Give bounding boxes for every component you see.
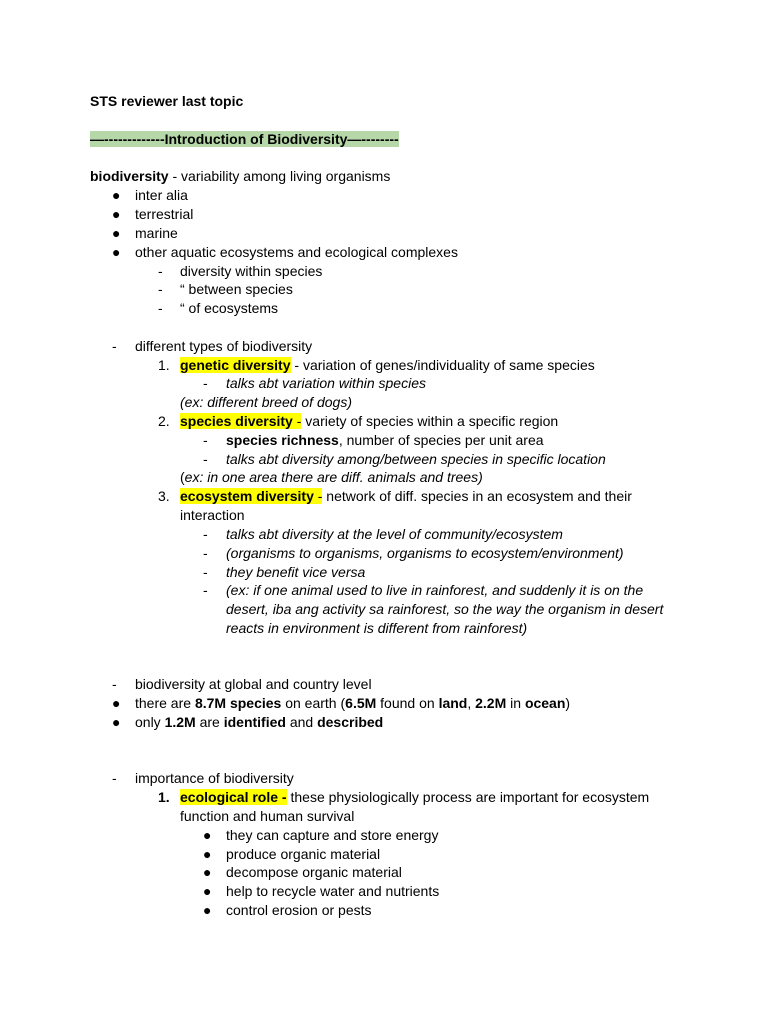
bullet-marker: ●: [203, 902, 212, 918]
sub-list-item: “ between species: [180, 281, 293, 297]
bullet-marker: ●: [112, 225, 121, 241]
dash-marker: -: [112, 676, 117, 692]
list-item: inter alia: [135, 187, 188, 203]
bullet-marker: ●: [203, 883, 212, 899]
type-note: (ex: if one animal used to live in rainforest, and suddenly it is on the: [226, 582, 644, 598]
importance-sub-item: control erosion or pests: [226, 902, 372, 918]
bullet-marker: ●: [203, 827, 212, 843]
importance-sub-item: decompose organic material: [226, 864, 402, 880]
dash-marker: -: [158, 281, 163, 297]
dash-marker: -: [203, 432, 208, 448]
type-example: (ex: in one area there are diff. animals and trees): [180, 469, 483, 485]
definition-line: [90, 167, 390, 185]
type-note-continuation: reacts in environment is different from rainforest): [226, 620, 528, 636]
bullet-marker: ●: [112, 187, 121, 203]
definition-text: - variability among living organisms: [168, 168, 391, 184]
number-marker: 1.: [158, 789, 170, 805]
number-marker: 1.: [158, 357, 170, 373]
type-note: species richness, number of species per unit area: [226, 432, 544, 448]
types-heading: different types of biodiversity: [135, 338, 313, 354]
bullet-marker: ●: [203, 846, 212, 862]
type-note: talks abt diversity among/between species in specific location: [226, 451, 606, 467]
type-item-species: species diversity - variety of species within a specific region: [180, 413, 559, 429]
dash-marker: -: [158, 263, 163, 279]
dash-marker: -: [112, 338, 117, 354]
number-marker: 2.: [158, 413, 170, 429]
dash-marker: -: [203, 582, 208, 598]
global-fact-species: there are 8.7M species on earth (6.5M found on land, 2.2M in ocean): [135, 695, 571, 711]
section-heading: —-------------Introduction of Biodiversity—--------: [90, 131, 399, 147]
type-note: talks abt diversity at the level of community/ecosystem: [226, 526, 563, 542]
importance-item-ecological: ecological role - these physiologically process are important for ecosystem: [180, 789, 650, 805]
dash-marker: -: [112, 770, 117, 786]
number-marker: 3.: [158, 488, 170, 504]
definition-term: biodiversity: [90, 168, 169, 184]
type-item-ecosystem: ecosystem diversity - network of diff. species in an ecosystem and their: [180, 488, 632, 504]
list-item: terrestrial: [135, 206, 194, 222]
importance-sub-item: produce organic material: [226, 846, 381, 862]
type-note-continuation: desert, iba ang activity sa rainforest, so the way the organism in desert: [226, 601, 664, 617]
sub-list-item: “ of ecosystems: [180, 300, 279, 316]
type-item-genetic: genetic diversity - variation of genes/individuality of same species: [180, 357, 595, 373]
list-item: other aquatic ecosystems and ecological complexes: [135, 244, 458, 260]
dash-marker: -: [203, 375, 208, 391]
type-note: (organisms to organisms, organisms to ecosystem/environment): [226, 545, 624, 561]
type-item-continuation: interaction: [180, 507, 245, 523]
bullet-marker: ●: [112, 695, 121, 711]
dash-marker: -: [203, 545, 208, 561]
bullet-marker: ●: [112, 244, 121, 260]
bullet-marker: ●: [112, 206, 121, 222]
dash-marker: -: [203, 564, 208, 580]
importance-item-continuation: function and human survival: [180, 808, 355, 824]
dash-marker: -: [158, 300, 163, 316]
bullet-marker: ●: [203, 864, 212, 880]
sub-list-item: diversity within species: [180, 263, 323, 279]
importance-sub-item: they can capture and store energy: [226, 827, 439, 843]
dash-marker: -: [203, 526, 208, 542]
type-note: talks abt variation within species: [226, 375, 426, 391]
importance-sub-item: help to recycle water and nutrients: [226, 883, 440, 899]
dash-marker: -: [203, 451, 208, 467]
bullet-marker: ●: [112, 714, 121, 730]
doc-title: STS reviewer last topic: [90, 93, 244, 109]
type-example: (ex: different breed of dogs): [180, 394, 352, 410]
global-heading: biodiversity at global and country level: [135, 676, 372, 692]
list-item: marine: [135, 225, 178, 241]
global-fact-identified: only 1.2M are identified and described: [135, 714, 384, 730]
type-note: they benefit vice versa: [226, 564, 366, 580]
importance-heading: importance of biodiversity: [135, 770, 294, 786]
